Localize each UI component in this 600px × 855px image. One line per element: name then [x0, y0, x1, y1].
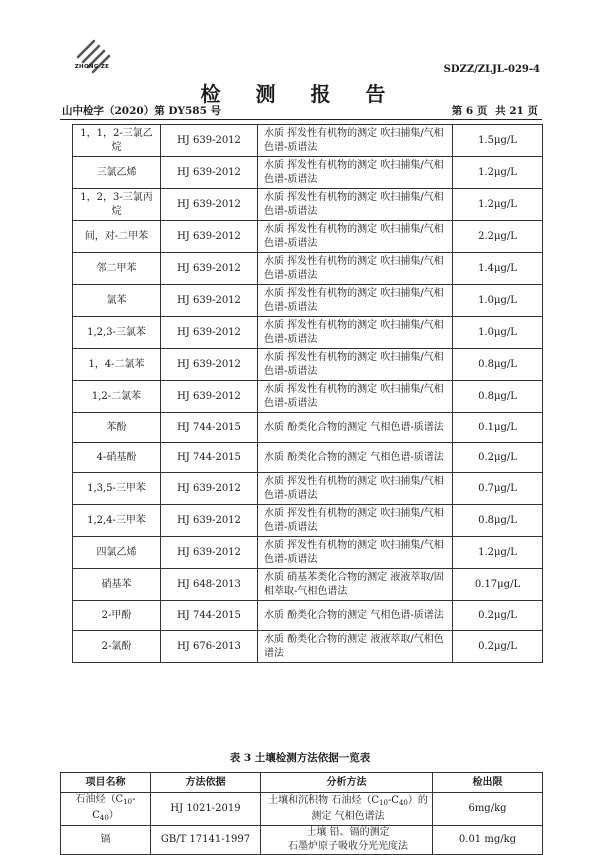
- logo-text: ZHONG ZE: [74, 64, 110, 70]
- detection-limit: 6mg/kg: [433, 793, 543, 826]
- item-name: 2-氯酚: [73, 631, 161, 663]
- method-standard: HJ 639-2012: [161, 505, 258, 537]
- detection-limit: 1.2μg/L: [453, 157, 543, 189]
- analysis-method: 水质 挥发性有机物的测定 吹扫捕集/气相色谱-质谱法: [258, 505, 453, 537]
- column-header-method: 分析方法: [261, 773, 433, 793]
- analysis-method: 土壤和沉积物 石油烃$(C_{10}-C_{40})$的 测定 气相色谱法: [261, 793, 433, 826]
- table-row: [73, 381, 543, 413]
- analysis-method: 水质 挥发性有机物的测定 吹扫捕集/气相色谱-质谱法: [258, 349, 453, 381]
- method-standard: HJ 1021-2019: [151, 793, 261, 826]
- detection-limit: 0.8μg/L: [453, 381, 543, 413]
- method-standard: HJ 676-2013: [161, 631, 258, 663]
- method-standard: HJ 639-2012: [161, 189, 258, 221]
- table-row: [73, 443, 543, 473]
- detection-limit: 0.8μg/L: [453, 349, 543, 381]
- document-code: SDZZ/ZLJL-029-4: [443, 64, 540, 75]
- method-standard: HJ 639-2012: [161, 125, 258, 157]
- analysis-method: 水质 挥发性有机物的测定 吹扫捕集/气相色谱-质谱法: [258, 157, 453, 189]
- table3-caption: 表 3 土壤检测方法依据一览表: [229, 752, 371, 764]
- table-row: [61, 826, 543, 855]
- analysis-method: 水质 酚类化合物的测定 气相色谱-质谱法: [258, 413, 453, 443]
- analysis-method: 水质 挥发性有机物的测定 吹扫捕集/气相色谱-质谱法: [258, 537, 453, 569]
- item-name: 1，2，3-三氯丙烷: [73, 189, 161, 221]
- table-row: [73, 569, 543, 601]
- item-name: 硝基苯: [73, 569, 161, 601]
- table-row: [73, 157, 543, 189]
- detection-limit: 0.7μg/L: [453, 473, 543, 505]
- table-row: [73, 221, 543, 253]
- analysis-method: 水质 挥发性有机物的测定 吹扫捕集/气相色谱-质谱法: [258, 189, 453, 221]
- column-header-limit: 检出限: [433, 773, 543, 793]
- method-standard: HJ 639-2012: [161, 381, 258, 413]
- method-standard: HJ 639-2012: [161, 253, 258, 285]
- item-name: 1,2-二氯苯: [73, 381, 161, 413]
- detection-limit: 2.2μg/L: [453, 221, 543, 253]
- item-name: 邻二甲苯: [73, 253, 161, 285]
- column-header-item: 项目名称: [61, 773, 151, 793]
- table-row: [73, 473, 543, 505]
- analysis-method: 水质 酚类化合物的测定 气相色谱-质谱法: [258, 601, 453, 631]
- method-standard: HJ 639-2012: [161, 473, 258, 505]
- item-name: 三氯乙烯: [73, 157, 161, 189]
- table-row: [73, 189, 543, 221]
- analysis-method: 水质 挥发性有机物的测定 吹扫捕集/气相色谱-质谱法: [258, 381, 453, 413]
- detection-limit: 1.2μg/L: [453, 537, 543, 569]
- method-standard: HJ 648-2013: [161, 569, 258, 601]
- table-row: [73, 317, 543, 349]
- detection-limit: 1.0μg/L: [453, 317, 543, 349]
- table-row: [73, 601, 543, 631]
- table-row: [73, 349, 543, 381]
- water-methods-table: [72, 124, 543, 663]
- method-standard: GB/T 17141-1997: [151, 826, 261, 855]
- page-total: 共 21 页: [495, 105, 538, 117]
- company-logo-icon: [70, 28, 114, 78]
- detection-limit: 1.2μg/L: [453, 189, 543, 221]
- analysis-method: 土壤 铅、镉的测定 石墨炉原子吸收分光光度法: [261, 826, 433, 855]
- item-name: 2-甲酚: [73, 601, 161, 631]
- method-standard: HJ 639-2012: [161, 157, 258, 189]
- header-divider: [60, 119, 542, 120]
- method-standard: HJ 744-2015: [161, 601, 258, 631]
- table-row: [73, 285, 543, 317]
- analysis-method: 水质 酚类化合物的测定 气相色谱-质谱法: [258, 443, 453, 473]
- table-row: [73, 631, 543, 663]
- analysis-method: 水质 酚类化合物的测定 液液萃取/气相色谱法: [258, 631, 453, 663]
- page-number: [448, 103, 538, 118]
- item-name: 氯苯: [73, 285, 161, 317]
- item-name: 1，4-二氯苯: [73, 349, 161, 381]
- item-name: 4-硝基酚: [73, 443, 161, 473]
- item-name: 1,2,4-三甲苯: [73, 505, 161, 537]
- analysis-method: 水质 挥发性有机物的测定 吹扫捕集/气相色谱-质谱法: [258, 285, 453, 317]
- analysis-method: 水质 挥发性有机物的测定 吹扫捕集/气相色谱-质谱法: [258, 317, 453, 349]
- method-standard: HJ 639-2012: [161, 317, 258, 349]
- detection-limit: 0.1μg/L: [453, 413, 543, 443]
- item-name: 石油烃$(C_{10}-C_{40})$: [61, 793, 151, 826]
- analysis-method: 水质 挥发性有机物的测定 吹扫捕集/气相色谱-质谱法: [258, 221, 453, 253]
- detection-limit: 0.01 mg/kg: [433, 826, 543, 855]
- method-standard: HJ 639-2012: [161, 285, 258, 317]
- table-row: [73, 253, 543, 285]
- analysis-method: 水质 挥发性有机物的测定 吹扫捕集/气相色谱-质谱法: [258, 253, 453, 285]
- item-name: 1,3,5-三甲苯: [73, 473, 161, 505]
- table-row: [73, 125, 543, 157]
- method-standard: HJ 744-2015: [161, 443, 258, 473]
- method-standard: HJ 639-2012: [161, 221, 258, 253]
- page-current: 第 6 页: [451, 105, 488, 117]
- item-name: 1，1，2-三氯乙烷: [73, 125, 161, 157]
- detection-limit: 0.2μg/L: [453, 631, 543, 663]
- method-standard: HJ 639-2012: [161, 537, 258, 569]
- method-standard: HJ 744-2015: [161, 413, 258, 443]
- soil-methods-table: [60, 772, 543, 855]
- item-name: 1,2,3-三氯苯: [73, 317, 161, 349]
- detection-limit: 1.0μg/L: [453, 285, 543, 317]
- analysis-method: 水质 挥发性有机物的测定 吹扫捕集/气相色谱-质谱法: [258, 125, 453, 157]
- report-number: 山中检字（2020）第 DY585 号: [62, 105, 222, 117]
- detection-limit: 0.2μg/L: [453, 443, 543, 473]
- item-name: 苯酚: [73, 413, 161, 443]
- page-title: 检 测 报 告: [200, 82, 400, 106]
- table-row: [61, 793, 543, 826]
- item-name: 镉: [61, 826, 151, 855]
- table-header-row: [61, 773, 543, 793]
- detection-limit: 0.17μg/L: [453, 569, 543, 601]
- item-name: 间，对-二甲苯: [73, 221, 161, 253]
- table-row: [73, 505, 543, 537]
- analysis-method: 水质 挥发性有机物的测定 吹扫捕集/气相色谱-质谱法: [258, 473, 453, 505]
- detection-limit: 1.4μg/L: [453, 253, 543, 285]
- table-row: [73, 413, 543, 443]
- detection-limit: 0.2μg/L: [453, 601, 543, 631]
- column-header-standard: 方法依据: [151, 773, 261, 793]
- method-standard: HJ 639-2012: [161, 349, 258, 381]
- detection-limit: 1.5μg/L: [453, 125, 543, 157]
- detection-limit: 0.8μg/L: [453, 505, 543, 537]
- analysis-method: 水质 硝基苯类化合物的测定 液液萃取/固相萃取-气相色谱法: [258, 569, 453, 601]
- table-row: [73, 537, 543, 569]
- item-name: 四氯乙烯: [73, 537, 161, 569]
